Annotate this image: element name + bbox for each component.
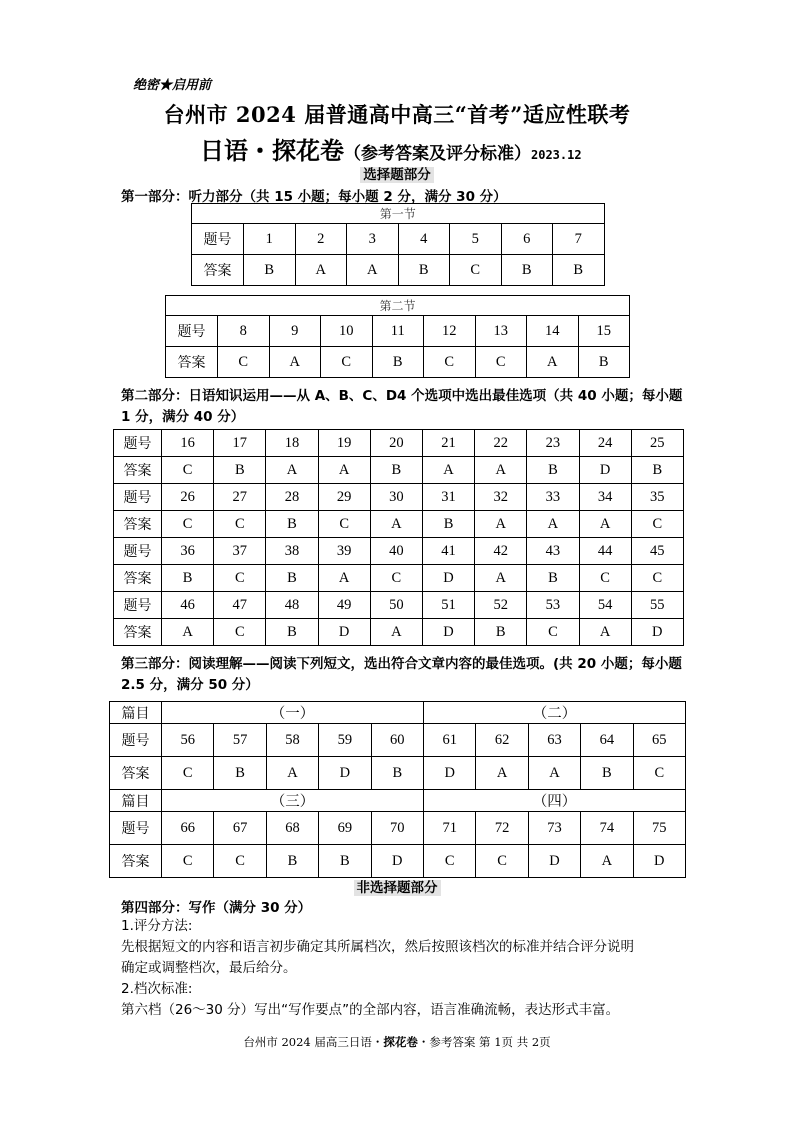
answer-cell: C xyxy=(214,511,266,538)
question-number: 64 xyxy=(581,724,633,757)
part3-title: 第三部分：阅读理解——阅读下列短文，选出符合文章内容的最佳选项。(共 20 小题；每小题 2.5 分，满分 50 分） xyxy=(121,656,682,693)
answer-cell: A xyxy=(581,845,633,878)
nonchoice-section-title: 非选择题部分 xyxy=(354,880,441,896)
answer-cell: D xyxy=(422,619,474,646)
answer-cell: C xyxy=(475,347,527,378)
answer-cell: B xyxy=(244,255,296,286)
part1-title: 第一部分：听力部分（共 15 小题；每小题 2 分，满分 30 分） xyxy=(121,189,507,205)
answer-cell: A xyxy=(579,511,631,538)
row-label: 答案 xyxy=(166,347,218,378)
question-number: 27 xyxy=(214,484,266,511)
question-number: 60 xyxy=(371,724,423,757)
answer-cell: C xyxy=(218,347,270,378)
passage-title: （四） xyxy=(424,790,686,812)
table-row xyxy=(110,702,686,724)
question-number: 41 xyxy=(422,538,474,565)
question-number: 36 xyxy=(162,538,214,565)
answer-cell: B xyxy=(372,347,424,378)
scoring-line: 1.评分方法: xyxy=(121,918,193,934)
row-label: 题号 xyxy=(110,724,162,757)
answer-cell: B xyxy=(553,255,605,286)
question-number: 9 xyxy=(269,316,321,347)
row-label: 题号 xyxy=(110,812,162,845)
question-number: 50 xyxy=(370,592,422,619)
answer-cell: B xyxy=(581,757,633,790)
answer-cell: A xyxy=(579,619,631,646)
question-number: 8 xyxy=(218,316,270,347)
answer-cell: C xyxy=(450,255,502,286)
question-number: 56 xyxy=(162,724,214,757)
question-number: 22 xyxy=(475,430,527,457)
question-number: 63 xyxy=(528,724,580,757)
row-label: 答案 xyxy=(114,511,162,538)
question-number: 5 xyxy=(450,224,502,255)
question-number: 40 xyxy=(370,538,422,565)
row-label: 题号 xyxy=(114,592,162,619)
row-label: 篇目 xyxy=(110,702,162,724)
answer-cell: B xyxy=(214,457,266,484)
answer-cell: C xyxy=(214,619,266,646)
question-number: 70 xyxy=(371,812,423,845)
question-number: 11 xyxy=(372,316,424,347)
question-number: 43 xyxy=(527,538,579,565)
question-number: 33 xyxy=(527,484,579,511)
table-row xyxy=(110,812,686,845)
question-number: 45 xyxy=(631,538,683,565)
question-number: 62 xyxy=(476,724,528,757)
question-number: 75 xyxy=(633,812,685,845)
question-number: 30 xyxy=(370,484,422,511)
table-row xyxy=(192,255,605,286)
table-row xyxy=(114,538,684,565)
answer-cell: A xyxy=(295,255,347,286)
answer-cell: B xyxy=(319,845,371,878)
footer-bold: 探花卷 xyxy=(383,1035,418,1049)
question-number: 42 xyxy=(475,538,527,565)
scoring-line: 先根据短文的内容和语言初步确定其所属档次，然后按照该档次的标准并结合评分说明 xyxy=(121,939,634,955)
answer-cell: D xyxy=(631,619,683,646)
table-row xyxy=(114,484,684,511)
question-number: 34 xyxy=(579,484,631,511)
question-number: 10 xyxy=(321,316,373,347)
question-number: 73 xyxy=(528,812,580,845)
listening-section2-table xyxy=(165,295,630,378)
passage-title: （二） xyxy=(424,702,686,724)
question-number: 15 xyxy=(578,316,630,347)
answer-cell: D xyxy=(633,845,685,878)
answer-cell: C xyxy=(424,845,476,878)
row-label: 答案 xyxy=(110,757,162,790)
answer-cell: A xyxy=(475,457,527,484)
choice-section-title: 选择题部分 xyxy=(360,167,434,183)
answer-cell: A xyxy=(370,619,422,646)
question-number: 37 xyxy=(214,538,266,565)
question-number: 52 xyxy=(475,592,527,619)
question-number: 7 xyxy=(553,224,605,255)
row-label: 题号 xyxy=(114,430,162,457)
question-number: 16 xyxy=(162,430,214,457)
question-number: 28 xyxy=(266,484,318,511)
scoring-line: 2.档次标准: xyxy=(121,981,193,997)
question-number: 67 xyxy=(214,812,266,845)
answer-cell: D xyxy=(422,565,474,592)
footer-prefix: 台州市 2024 届高三日语・ xyxy=(243,1035,384,1049)
row-label: 答案 xyxy=(192,255,244,286)
answer-cell: A xyxy=(266,757,318,790)
paper-title-main: 日语・探花卷 xyxy=(200,136,344,165)
part4-title: 第四部分：写作（满分 30 分） xyxy=(121,900,312,916)
listening-section1-table xyxy=(191,203,605,286)
answer-cell: C xyxy=(527,619,579,646)
answer-cell: C xyxy=(321,347,373,378)
question-number: 57 xyxy=(214,724,266,757)
question-number: 66 xyxy=(162,812,214,845)
answer-cell: A xyxy=(528,757,580,790)
answer-cell: B xyxy=(214,757,266,790)
part2-title: 第二部分：日语知识运用——从 A、B、C、D4 个选项中选出最佳选项（共 40 小题；每小题 1 分，满分 40 分） xyxy=(121,388,683,425)
confidential-mark: 绝密★启用前 xyxy=(133,78,212,93)
row-label: 题号 xyxy=(192,224,244,255)
answer-cell: B xyxy=(501,255,553,286)
answer-cell: D xyxy=(371,845,423,878)
table-row xyxy=(166,316,630,347)
table-row xyxy=(166,347,630,378)
question-number: 72 xyxy=(476,812,528,845)
paper-date: 2023.12 xyxy=(531,148,582,162)
row-label: 篇目 xyxy=(110,790,162,812)
paper-title-sub: （参考答案及评分标准） xyxy=(344,144,531,164)
question-number: 48 xyxy=(266,592,318,619)
answer-cell: B xyxy=(422,511,474,538)
answer-cell: C xyxy=(631,511,683,538)
question-number: 38 xyxy=(266,538,318,565)
answer-cell: D xyxy=(528,845,580,878)
question-number: 24 xyxy=(579,430,631,457)
question-number: 49 xyxy=(318,592,370,619)
answer-cell: B xyxy=(578,347,630,378)
question-number: 74 xyxy=(581,812,633,845)
answer-cell: A xyxy=(527,347,579,378)
answer-cell: C xyxy=(162,457,214,484)
row-label: 答案 xyxy=(110,845,162,878)
question-number: 6 xyxy=(501,224,553,255)
table-row xyxy=(114,511,684,538)
table-row xyxy=(110,790,686,812)
answer-cell: C xyxy=(162,757,214,790)
question-number: 71 xyxy=(424,812,476,845)
table-row xyxy=(110,845,686,878)
passage-title: （一） xyxy=(162,702,424,724)
exam-title: 台州市 2024 届普通高中高三“首考”适应性联考 xyxy=(163,102,631,127)
answer-cell: B xyxy=(527,457,579,484)
answer-cell: C xyxy=(214,845,266,878)
question-number: 69 xyxy=(319,812,371,845)
question-number: 51 xyxy=(422,592,474,619)
answer-cell: A xyxy=(318,565,370,592)
answer-cell: A xyxy=(422,457,474,484)
question-number: 59 xyxy=(319,724,371,757)
answer-cell: D xyxy=(424,757,476,790)
answer-cell: B xyxy=(398,255,450,286)
answer-cell: B xyxy=(475,619,527,646)
question-number: 53 xyxy=(527,592,579,619)
question-number: 25 xyxy=(631,430,683,457)
answer-cell: C xyxy=(318,511,370,538)
table-row xyxy=(114,592,684,619)
row-label: 题号 xyxy=(166,316,218,347)
page-footer xyxy=(0,1034,794,1050)
scoring-line: 确定或调整档次，最后给分。 xyxy=(121,960,297,976)
question-number: 44 xyxy=(579,538,631,565)
question-number: 21 xyxy=(422,430,474,457)
question-number: 58 xyxy=(266,724,318,757)
row-label: 答案 xyxy=(114,457,162,484)
row-label: 答案 xyxy=(114,565,162,592)
question-number: 65 xyxy=(633,724,685,757)
question-number: 2 xyxy=(295,224,347,255)
question-number: 39 xyxy=(318,538,370,565)
answer-cell: A xyxy=(370,511,422,538)
question-number: 54 xyxy=(579,592,631,619)
table-row xyxy=(114,430,684,457)
passage-title: （三） xyxy=(162,790,424,812)
section1-caption: 第一节 xyxy=(192,204,605,224)
question-number: 18 xyxy=(266,430,318,457)
question-number: 35 xyxy=(631,484,683,511)
answer-cell: B xyxy=(371,757,423,790)
table-row xyxy=(114,457,684,484)
answer-cell: D xyxy=(579,457,631,484)
question-number: 12 xyxy=(424,316,476,347)
question-number: 20 xyxy=(370,430,422,457)
question-number: 17 xyxy=(214,430,266,457)
answer-cell: A xyxy=(162,619,214,646)
scoring-line: 第六档（26～30 分）写出“写作要点”的全部内容，语言准确流畅，表达形式丰富。 xyxy=(121,1002,620,1018)
question-number: 13 xyxy=(475,316,527,347)
answer-cell: B xyxy=(266,565,318,592)
scoring-text xyxy=(121,916,691,1021)
question-number: 3 xyxy=(347,224,399,255)
question-number: 19 xyxy=(318,430,370,457)
answer-cell: C xyxy=(631,565,683,592)
reading-answer-table xyxy=(109,701,686,878)
paper-title xyxy=(200,131,582,166)
question-number: 46 xyxy=(162,592,214,619)
answer-cell: C xyxy=(476,845,528,878)
answer-cell: A xyxy=(318,457,370,484)
question-number: 31 xyxy=(422,484,474,511)
question-number: 68 xyxy=(266,812,318,845)
answer-cell: D xyxy=(318,619,370,646)
table-row xyxy=(114,565,684,592)
answer-cell: A xyxy=(347,255,399,286)
question-number: 47 xyxy=(214,592,266,619)
answer-cell: C xyxy=(633,757,685,790)
answer-cell: B xyxy=(370,457,422,484)
row-label: 题号 xyxy=(114,538,162,565)
answer-cell: A xyxy=(266,457,318,484)
answer-cell: A xyxy=(475,565,527,592)
answer-cell: C xyxy=(162,511,214,538)
answer-cell: C xyxy=(162,845,214,878)
answer-cell: C xyxy=(579,565,631,592)
question-number: 32 xyxy=(475,484,527,511)
answer-cell: C xyxy=(424,347,476,378)
answer-cell: D xyxy=(319,757,371,790)
row-label: 题号 xyxy=(114,484,162,511)
answer-cell: B xyxy=(527,565,579,592)
table-row xyxy=(110,757,686,790)
answer-cell: B xyxy=(266,619,318,646)
answer-cell: A xyxy=(476,757,528,790)
answer-cell: B xyxy=(266,511,318,538)
table-row xyxy=(192,224,605,255)
answer-cell: C xyxy=(214,565,266,592)
table-row xyxy=(114,619,684,646)
question-number: 1 xyxy=(244,224,296,255)
answer-cell: A xyxy=(475,511,527,538)
answer-cell: B xyxy=(631,457,683,484)
answer-cell: A xyxy=(269,347,321,378)
question-number: 14 xyxy=(527,316,579,347)
question-number: 23 xyxy=(527,430,579,457)
question-number: 26 xyxy=(162,484,214,511)
question-number: 29 xyxy=(318,484,370,511)
question-number: 61 xyxy=(424,724,476,757)
section2-caption: 第二节 xyxy=(166,296,630,316)
question-number: 4 xyxy=(398,224,450,255)
row-label: 答案 xyxy=(114,619,162,646)
answer-cell: B xyxy=(162,565,214,592)
question-number: 55 xyxy=(631,592,683,619)
answer-cell: C xyxy=(370,565,422,592)
table-row xyxy=(110,724,686,757)
knowledge-answer-table xyxy=(113,429,684,646)
answer-cell: A xyxy=(527,511,579,538)
answer-cell: B xyxy=(266,845,318,878)
footer-suffix: ・参考答案 第 1页 共 2页 xyxy=(417,1035,551,1049)
